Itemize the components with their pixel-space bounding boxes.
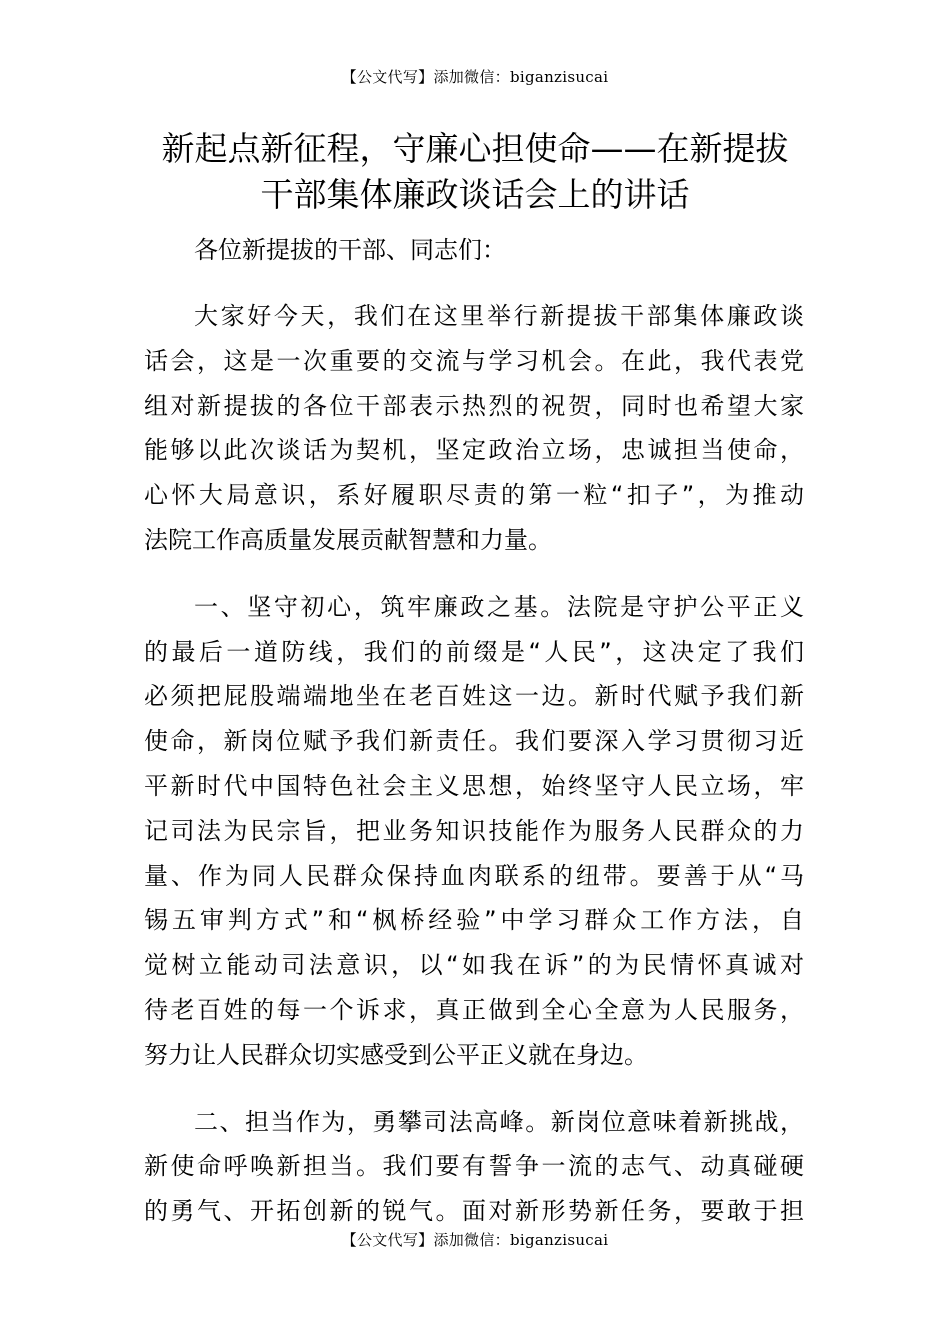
paragraph-line: 的最后一道防线，我们的前缀是“人民”，这决定了我们 bbox=[144, 637, 804, 666]
paragraph-line: 觉树立能动司法意识，以“如我在诉”的为民情怀真诚对 bbox=[144, 951, 804, 980]
paragraph-line: 努力让人民群众切实感受到公平正义就在身边。 bbox=[144, 1040, 648, 1069]
paragraph-line: 组对新提拔的各位干部表示热烈的祝贺，同时也希望大家 bbox=[144, 391, 804, 420]
paragraph-section-two bbox=[144, 1100, 804, 1234]
paragraph-line: 使命，新岗位赋予我们新责任。我们要深入学习贯彻习近 bbox=[144, 727, 804, 756]
paragraph-line: 的勇气、开拓创新的锐气。面对新形势新任务，要敢于担 bbox=[144, 1197, 804, 1226]
paragraph-line: 二、担当作为，勇攀司法高峰。新岗位意味着新挑战， bbox=[194, 1107, 804, 1136]
paragraph-line: 法院工作高质量发展贡献智慧和力量。 bbox=[144, 525, 552, 554]
paragraph-line: 新使命呼唤新担当。我们要有誓争一流的志气、动真碰硬 bbox=[144, 1152, 804, 1181]
title-line-1: 新起点新征程，守廉心担使命——在新提拔 bbox=[161, 129, 789, 168]
document-body bbox=[144, 228, 804, 1256]
paragraph-line: 必须把屁股端端地坐在老百姓这一边。新时代赋予我们新 bbox=[144, 682, 804, 711]
paragraph-line: 记司法为民宗旨，把业务知识技能作为服务人民群众的力 bbox=[144, 816, 804, 845]
paragraph-line: 话会，这是一次重要的交流与学习机会。在此，我代表党 bbox=[144, 346, 804, 375]
paragraph-line: 一、坚守初心，筑牢廉政之基。法院是守护公平正义 bbox=[194, 592, 804, 621]
paragraph-line: 能够以此次谈话为契机，坚定政治立场，忠诚担当使命， bbox=[144, 436, 804, 465]
paragraph-line: 锡五审判方式”和“枫桥经验”中学习群众工作方法，自 bbox=[144, 906, 804, 935]
paragraph-line: 大家好今天，我们在这里举行新提拔干部集体廉政谈 bbox=[194, 302, 804, 330]
running-footer: 【公文代写】添加微信：biganzisucai bbox=[341, 1231, 609, 1249]
paragraph-line: 量、作为同人民群众保持血肉联系的纽带。要善于从“马 bbox=[144, 861, 804, 890]
salutation: 各位新提拔的干部、同志们： bbox=[194, 236, 506, 264]
paragraph-line: 待老百姓的每一个诉求，真正做到全心全意为人民服务， bbox=[144, 995, 804, 1024]
paragraph-line: 平新时代中国特色社会主义思想，始终坚守人民立场，牢 bbox=[144, 771, 804, 800]
document-title bbox=[140, 126, 810, 218]
running-header: 【公文代写】添加微信：biganzisucai bbox=[341, 68, 609, 86]
title-line-2: 干部集体廉政谈话会上的讲话 bbox=[260, 175, 690, 214]
paragraph-intro bbox=[144, 294, 804, 563]
paragraph-section-one bbox=[144, 585, 804, 1078]
paragraph-line: 心怀大局意识，系好履职尽责的第一粒“扣子”，为推动 bbox=[144, 481, 804, 510]
